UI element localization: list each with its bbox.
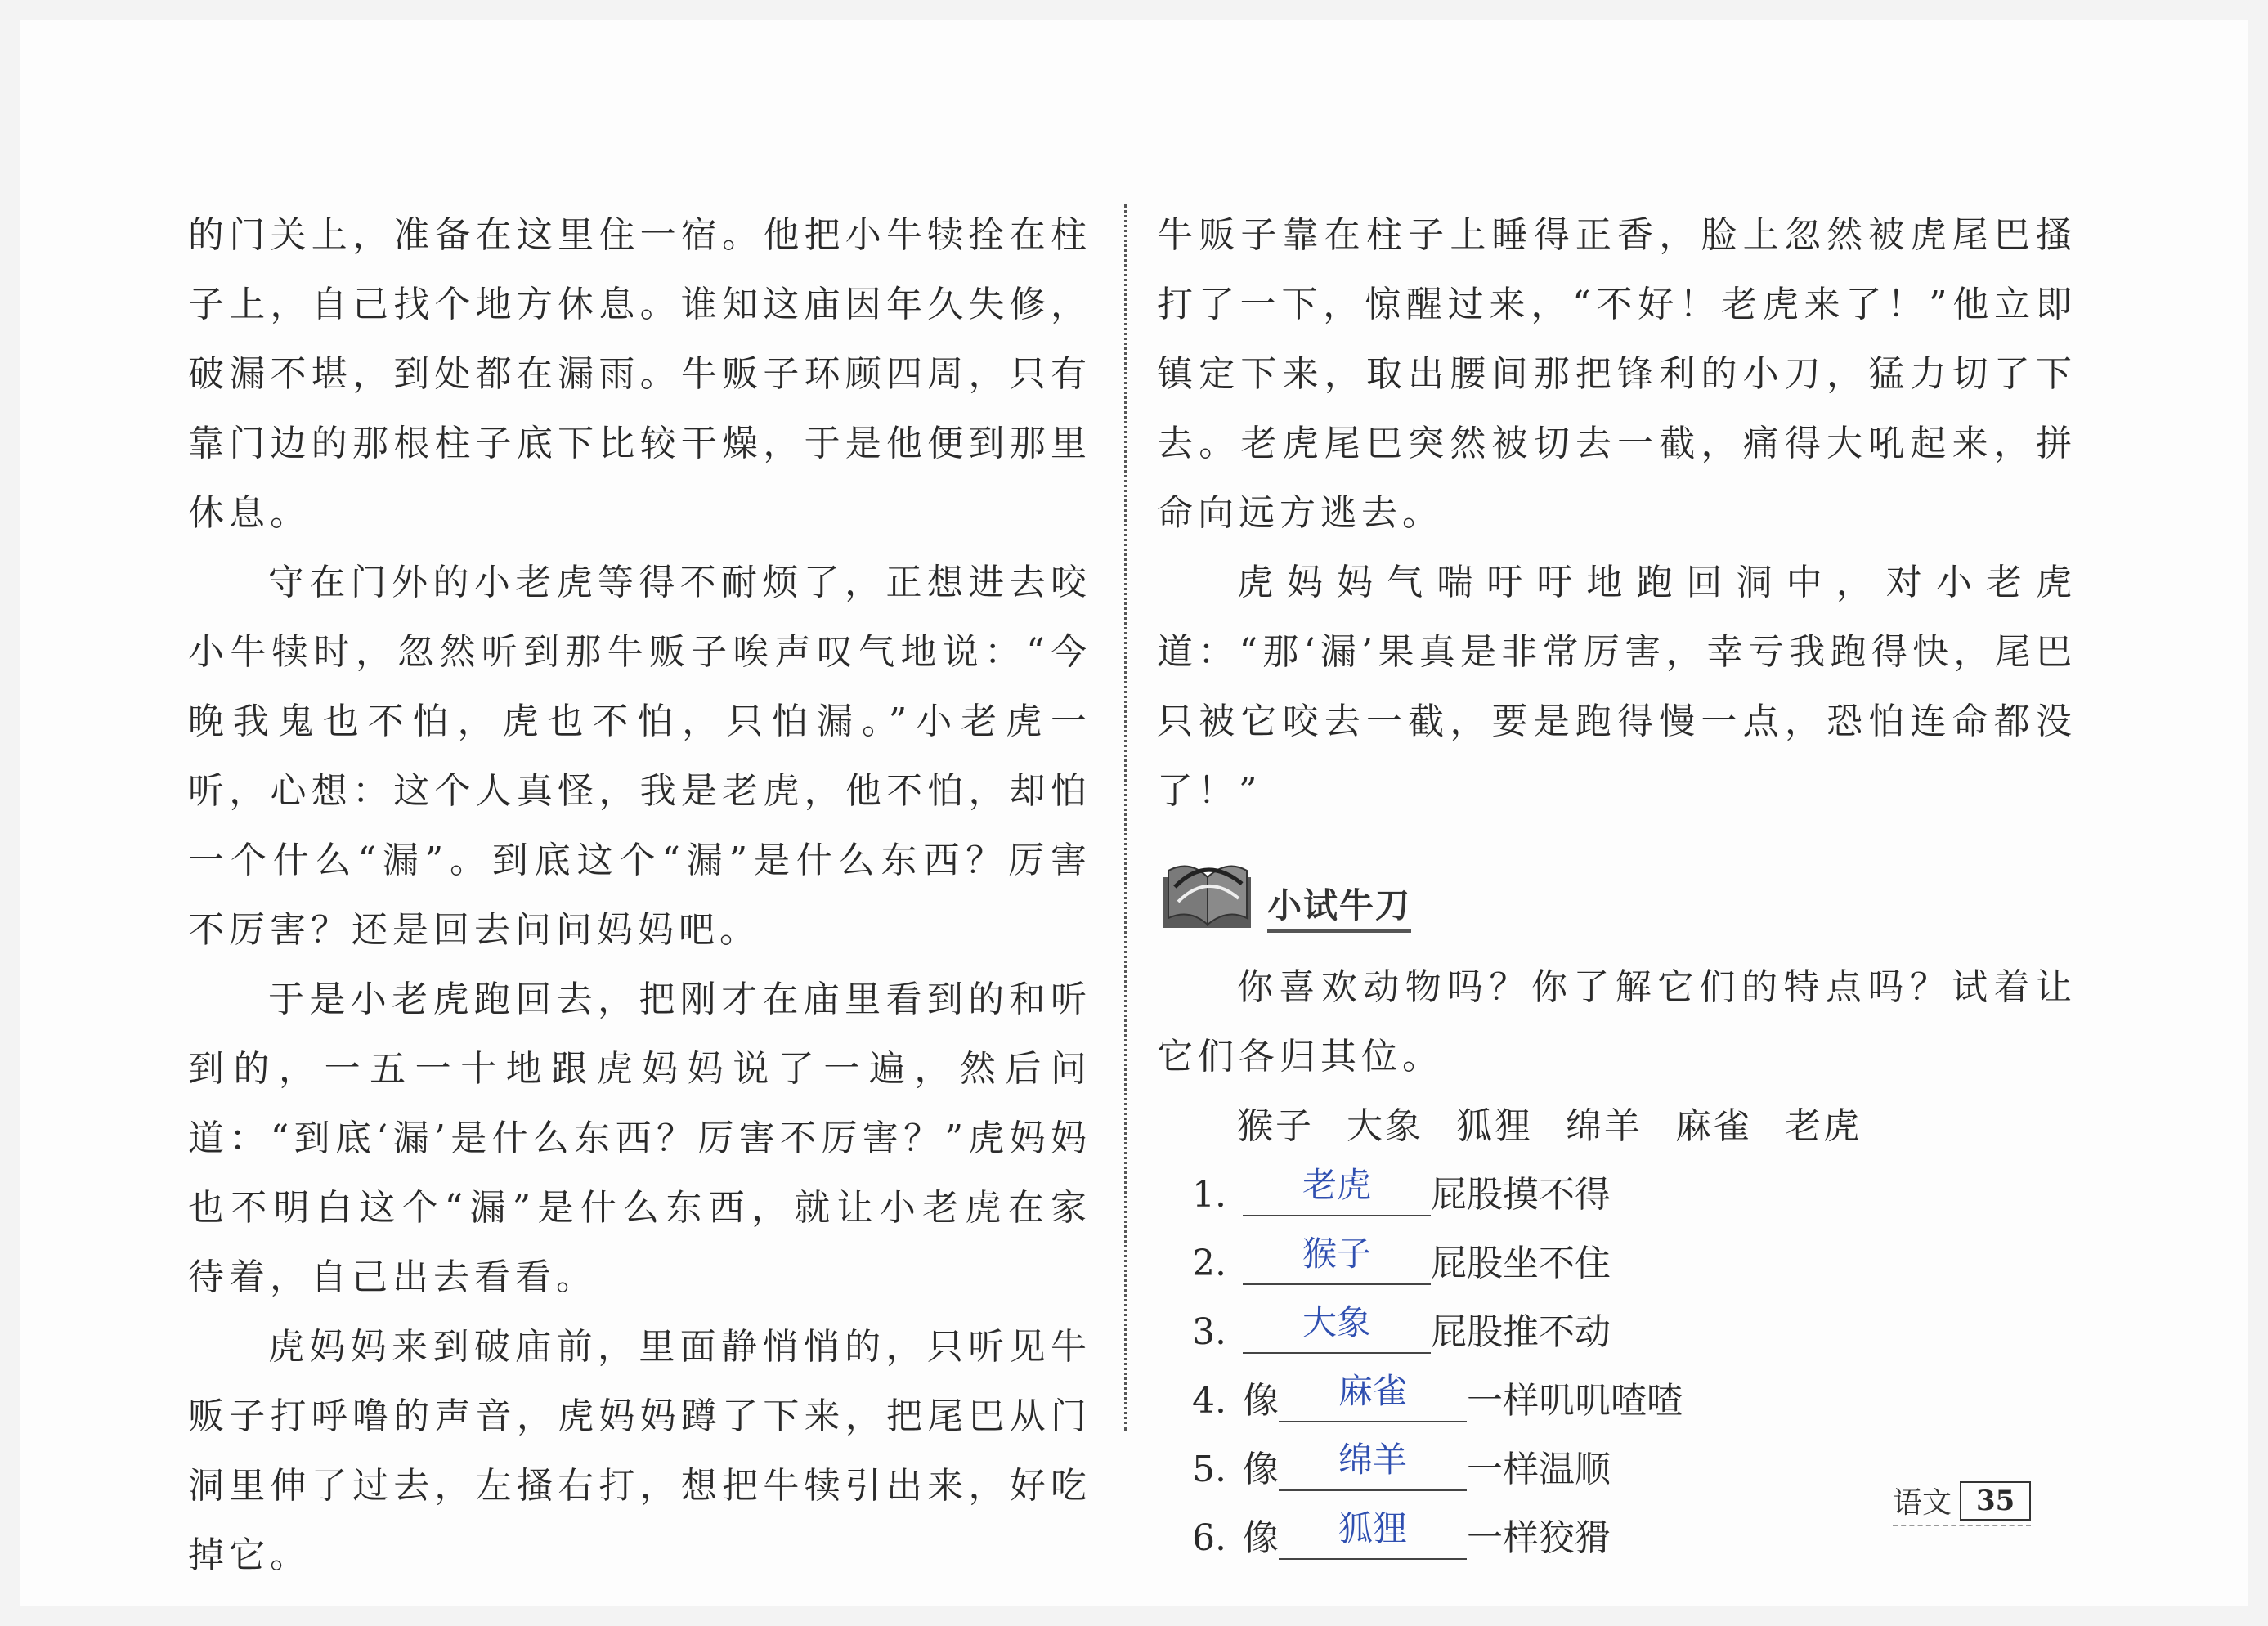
item-suffix: 屁股摸不得 [1431,1174,1611,1216]
left-column [188,200,1091,1590]
handwritten-answer: 大象 [1302,1302,1371,1342]
answer-blank[interactable] [1279,1501,1467,1560]
workbook-page [20,20,2248,1606]
handwritten-answer: 老虎 [1302,1165,1371,1205]
answer-blank[interactable] [1279,1364,1467,1422]
item-number: 6. [1192,1517,1226,1559]
right-column [1157,200,2077,1573]
item-suffix: 一样温顺 [1467,1449,1611,1490]
animal-option: 狐狸 [1456,1105,1533,1147]
story-paragraph: 虎妈妈来到破庙前，里面静悄悄的，只听见牛贩子打呼噜的声音，虎妈妈蹲了下来，把尾巴从门洞里伸了过去，左搔右打，想把牛犊引出来，好吃掉它。 [188,1326,1091,1576]
animal-option: 老虎 [1785,1105,1862,1147]
open-book-icon [1157,854,1263,936]
item-number: 4. [1192,1380,1226,1422]
item-prefix: 像 [1243,1380,1279,1422]
answer-blank[interactable] [1243,1226,1431,1285]
answer-blank[interactable] [1243,1158,1431,1216]
item-number: 3. [1192,1311,1226,1353]
page-number: 35 [1960,1481,2031,1521]
item-prefix: 像 [1243,1517,1279,1559]
animal-option: 麻雀 [1675,1105,1752,1147]
answer-blank[interactable] [1279,1432,1467,1491]
item-suffix: 屁股坐不住 [1431,1243,1611,1284]
item-number: 5. [1192,1449,1226,1490]
animal-option: 大象 [1347,1105,1423,1147]
item-suffix: 一样叽叽喳喳 [1467,1380,1683,1422]
item-suffix: 一样狡猾 [1467,1517,1611,1559]
animal-option: 绵羊 [1566,1105,1643,1147]
handwritten-answer: 猴子 [1302,1234,1371,1274]
handwritten-answer: 绵羊 [1338,1440,1407,1480]
exercise-prompt: 你喜欢动物吗？你了解它们的特点吗？试着让它们各归其位。 [1157,966,2077,1077]
story-paragraph: 虎妈妈气喘吁吁地跑回洞中，对小老虎道：“那‘漏’果真是非常厉害，幸亏我跑得快，尾巴只被它咬去一截，要是跑得慢一点，恐怕连命都没了！” [1157,562,2077,812]
subject-label: 语文 [1893,1486,1952,1520]
animal-option: 猴子 [1237,1105,1314,1147]
column-divider [1124,204,1127,1431]
item-suffix: 屁股推不动 [1431,1311,1611,1353]
story-paragraph: 的门关上，准备在这里住一宿。他把小牛犊拴在柱子上，自己找个地方休息。谁知这庙因年久失修，破漏不堪，到处都在漏雨。牛贩子环顾四周，只有靠门边的那根柱子底下比较干燥，于是他便到那里休息。 [188,214,1091,534]
story-paragraph: 守在门外的小老虎等得不耐烦了，正想进去咬小牛犊时，忽然听到那牛贩子唉声叹气地说：“今晚我鬼也不怕，虎也不怕，只怕漏。”小老虎一听，心想：这个人真怪，我是老虎，他不怕，却怕一个什么“漏”。到底这个“漏”是什么东西？厉害不厉害？还是回去问问妈妈吧。 [188,562,1091,951]
answer-blank[interactable] [1243,1295,1431,1354]
handwritten-answer: 狐狸 [1338,1508,1407,1548]
item-number: 2. [1192,1243,1226,1284]
story-paragraph: 于是小老虎跑回去，把刚才在庙里看到的和听到的，一五一十地跟虎妈妈说了一遍，然后问道：“到底‘漏’是什么东西？厉害不厉害？”虎妈妈也不明白这个“漏”是什么东西，就让小老虎在家待着，自己出去看看。 [188,979,1091,1298]
story-paragraph: 牛贩子靠在柱子上睡得正香，脸上忽然被虎尾巴搔打了一下，惊醒过来，“不好！老虎来了！”他立即镇定下来，取出腰间那把锋利的小刀，猛力切了下去。老虎尾巴突然被切去一截，痛得大吼起来，拼命向远方逃去。 [1157,214,2077,534]
section-header [1157,854,2077,936]
item-number: 1. [1192,1174,1226,1216]
handwritten-answer: 麻雀 [1338,1371,1407,1411]
page-footer [1893,1480,2031,1526]
section-title: 小试牛刀 [1267,879,1411,933]
item-prefix: 像 [1243,1449,1279,1490]
